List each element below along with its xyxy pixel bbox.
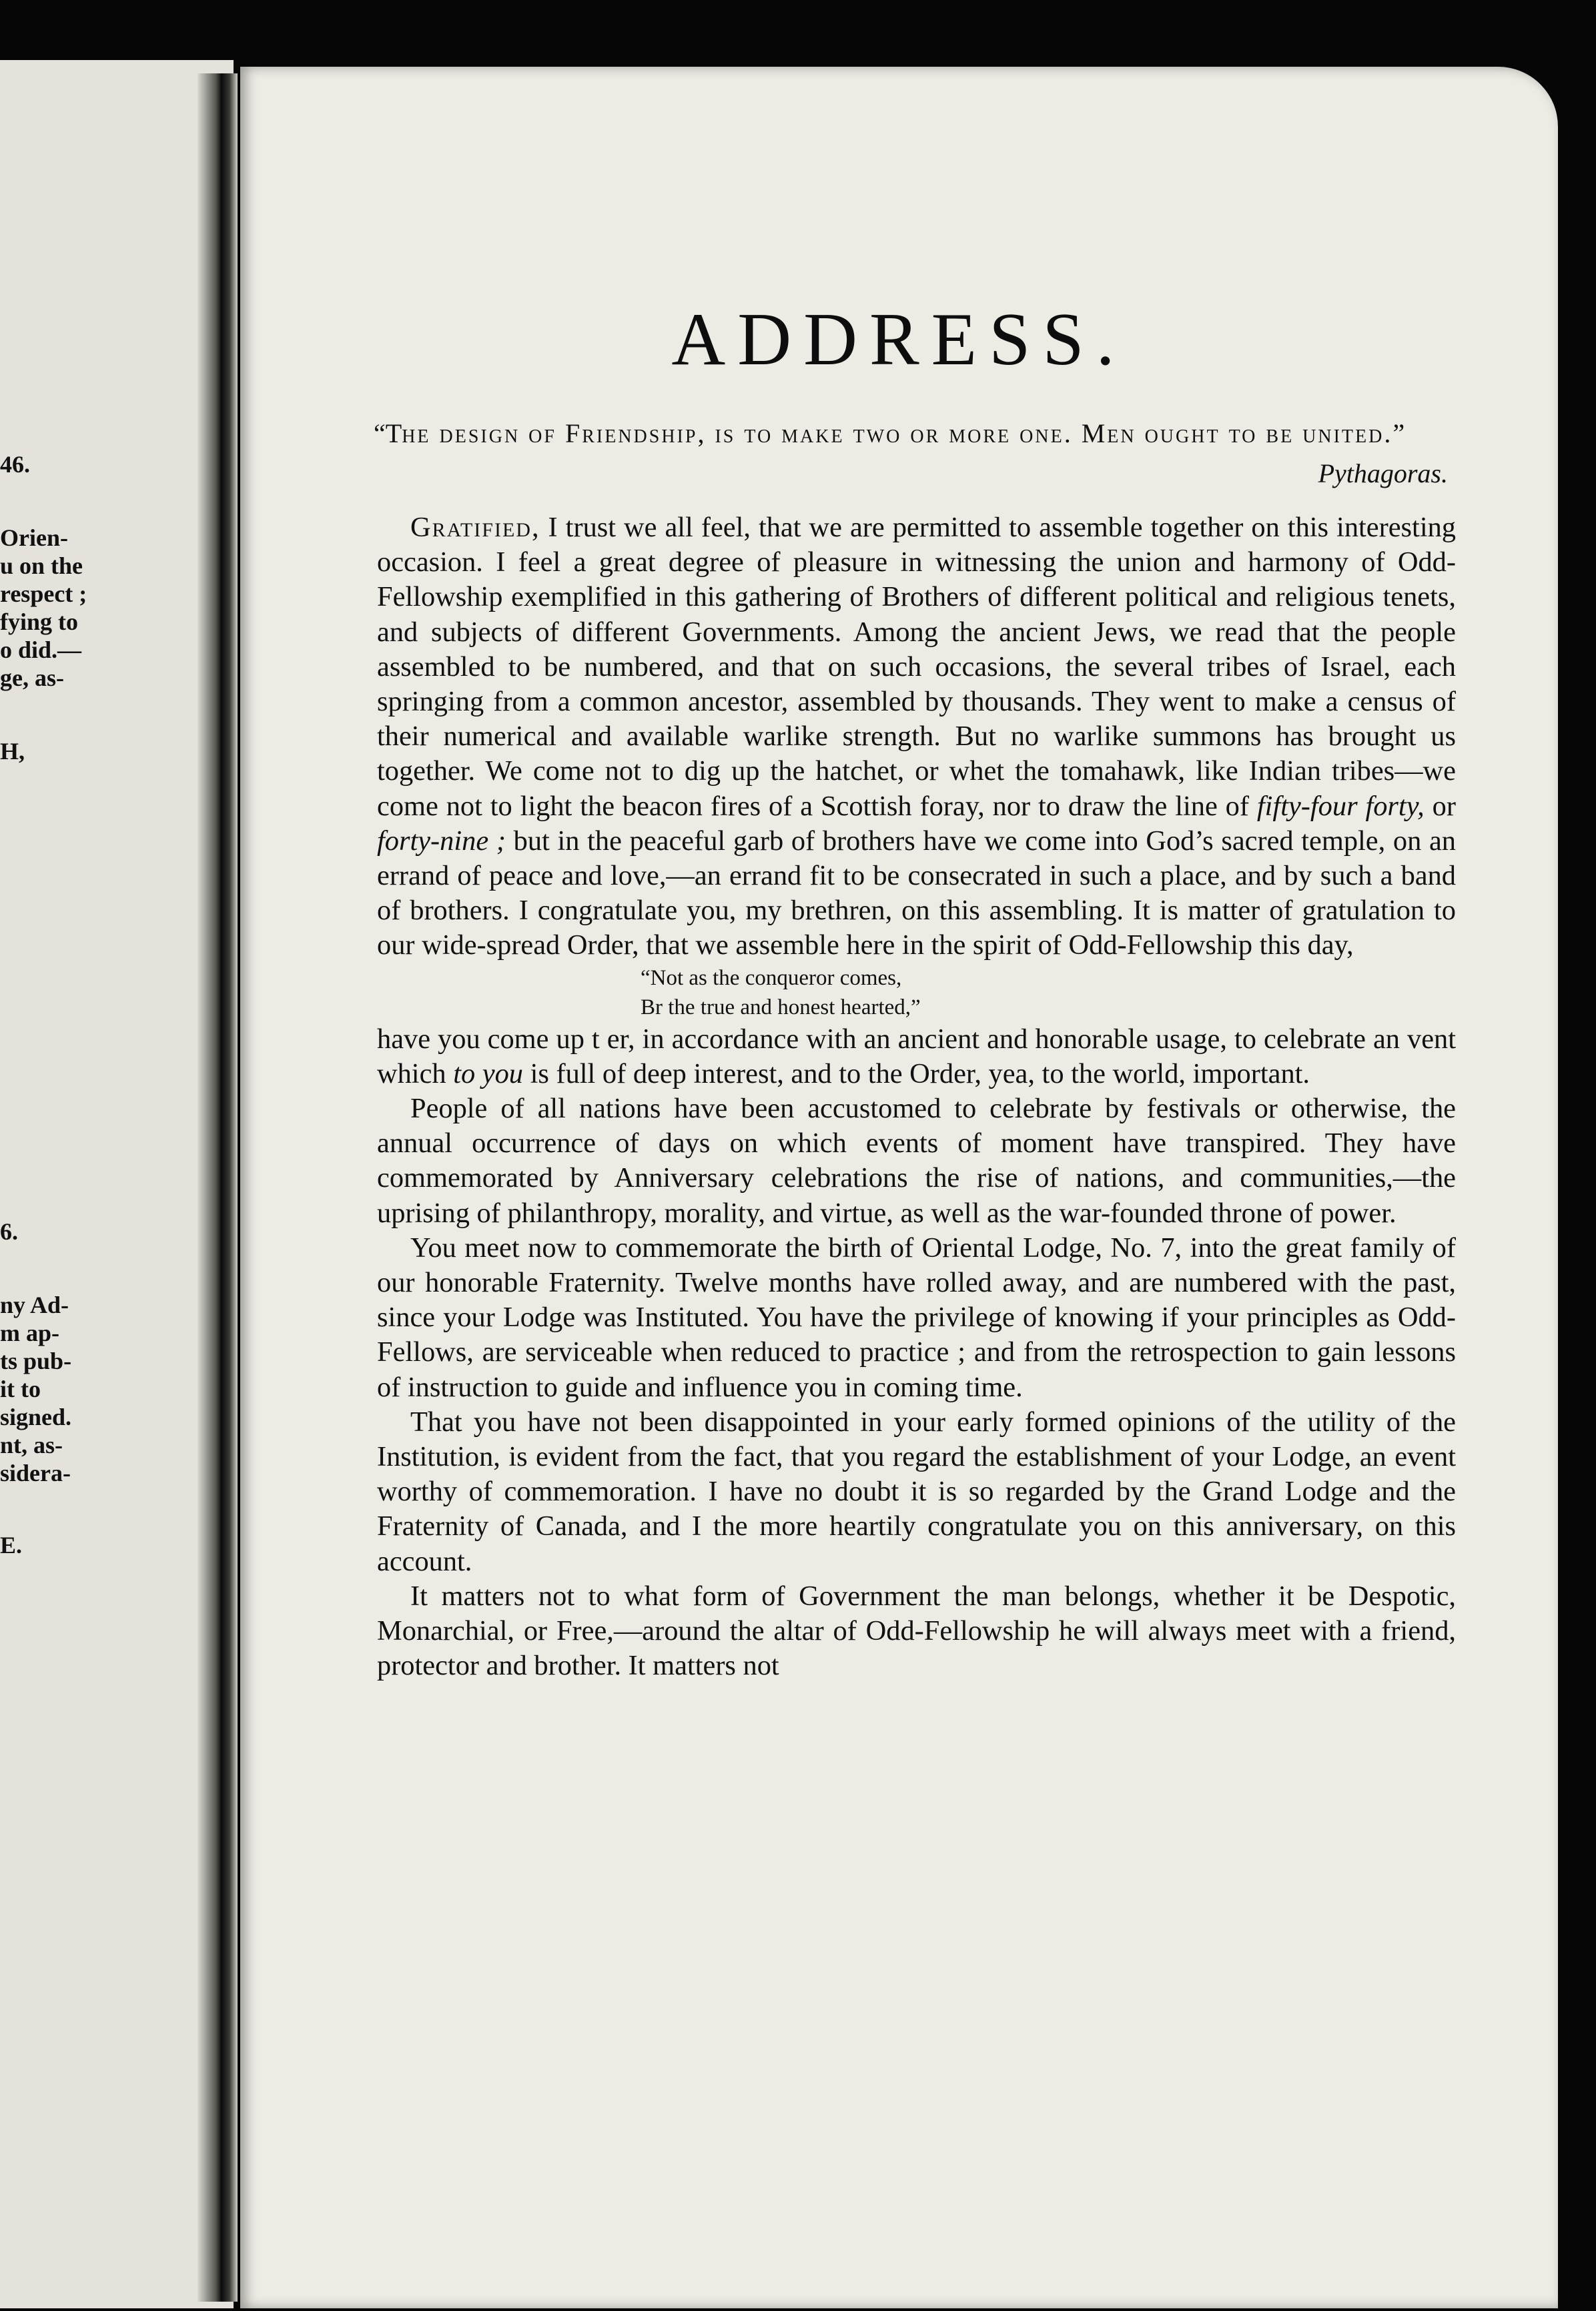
facing-page-fragment: 6. bbox=[0, 1218, 18, 1245]
paragraph-3: You meet now to commemorate the birth of Oriental Lodge, No. 7, into the great family of our honorable Fraternity. Twelve months have rolled away, and are numbered with the past, since your Lodge was Instituted. You have the privilege of knowing if your principles as Odd-Fellows, are serviceable when reduced to practice ; and from the retrospection to gain lessons of instruction to guide and influence you in coming time. bbox=[377, 1232, 1456, 1403]
paragraph-1-emphasis-1: fifty-four forty, bbox=[1256, 790, 1425, 822]
paragraph-1-continued-text-2: is full of deep interest, and to the Order, yea, to the world, important. bbox=[522, 1057, 1310, 1089]
paragraph-1-continued-text-1: have you come up t er, in accordance with an ancient and honorable usage, to celebrate an vent which bbox=[377, 1023, 1456, 1089]
paragraph-1 bbox=[377, 510, 1456, 963]
paragraph-1-rest: but in the peaceful garb of brothers have we come into God’s sacred temple, on an errand of peace and love,—an errand fit to be consecrated in such a place, and by such a band of brothers. I congratulate you, my brethren, on this assembling. It is matter of gratulation to our wide-spread Order, that we assemble here in the spirit of Odd-Fellowship this day, bbox=[377, 825, 1456, 961]
facing-page-fragment: o did.— bbox=[0, 636, 82, 663]
facing-page-fragment: Orien- bbox=[0, 524, 68, 551]
facing-page-fragment: E. bbox=[0, 1532, 23, 1558]
epigraph-open: “T bbox=[374, 418, 402, 448]
main-page bbox=[240, 67, 1558, 2308]
book-gutter bbox=[197, 73, 238, 2302]
paragraph-1-emphasis-2: forty-nine ; bbox=[377, 825, 506, 857]
facing-page-fragment: 46. bbox=[0, 451, 30, 478]
paragraph-5: It matters not to what form of Government the man belongs, whether it be Despotic, Monarchial, or Free,—around the altar of Odd-Fellowship he will always meet with a friend, protector and brother. It matters not bbox=[377, 1580, 1456, 1682]
epigraph-text: he design of Friendship, is to make two or more one. Men ought to be united.” bbox=[402, 418, 1407, 448]
facing-page-fragment: nt, as- bbox=[0, 1432, 63, 1458]
facing-page-fragment: ny Ad- bbox=[0, 1292, 69, 1318]
facing-page-fragment: m ap- bbox=[0, 1320, 59, 1346]
paragraph-4: That you have not been disappointed in your early formed opinions of the utility of the Institution, is evident from the fact, that you regard the establishment of your Lodge, an event worthy of commemoration. I have no doubt it is so regarded by the Grand Lodge and the Fraternity of Canada, and I the more heartily congratulate you on this anniversary, on this account. bbox=[377, 1406, 1456, 1577]
facing-page-fragment: sidera- bbox=[0, 1460, 71, 1486]
verse-quote bbox=[377, 963, 1456, 1022]
epigraph bbox=[374, 414, 1448, 494]
paragraph-2: People of all nations have been accustomed to celebrate by festivals or otherwise, the annual occurrence of days on which events of moment have transpired. They have commemorated by Anniversary celebrations the rise of nations, and communities,—the uprising of philanthropy, morality, and virtue, as well as the war-founded throne of power. bbox=[377, 1093, 1456, 1229]
facing-page-fragment: signed. bbox=[0, 1404, 72, 1430]
facing-page-fragment: u on the bbox=[0, 552, 83, 579]
facing-page-fragment: it to bbox=[0, 1376, 41, 1402]
paragraph-1-continued-emphasis: to you bbox=[453, 1057, 523, 1089]
body-text bbox=[377, 510, 1456, 1684]
paragraph-1-text: I trust we all feel, that we are permitted to assemble together on this interesting occasion. I feel a great degree of pleasure in witnessing the union and harmony of Odd-Fellowship exemplified in this gathering of Brothers of different political and religious tenets, and subjects of different Governments. Among the ancient Jews, we read that the people assembled to be numbered, and that on such occasions, the several tribes of Israel, each springing from a common ancestor, assembled by thousands. They went to make a census of their numerical and available warlike strength. But no warlike summons has brought us together. We come not to dig up the hatchet, or whet the tomahawk, like Indian tribes—we come not to light the beacon fires of a Scottish foray, nor to draw the line of bbox=[377, 512, 1456, 822]
epigraph-attribution: Pythagoras. bbox=[1318, 458, 1448, 488]
facing-page-fragment: ge, as- bbox=[0, 664, 64, 691]
paragraph-1-mid: or bbox=[1424, 790, 1456, 822]
facing-page-fragment: fying to bbox=[0, 608, 78, 635]
facing-page-fragment: respect ; bbox=[0, 580, 87, 607]
facing-page-fragment: ts pub- bbox=[0, 1348, 72, 1374]
verse-line-2: Br the true and honest hearted,” bbox=[641, 995, 921, 1019]
page-title: ADDRESS. bbox=[671, 298, 1127, 381]
lead-word: Gratified, bbox=[410, 512, 540, 543]
facing-page-fragment: H, bbox=[0, 738, 25, 765]
verse-line-1: “Not as the conqueror comes, bbox=[641, 965, 902, 990]
paragraph-1-continued bbox=[377, 1022, 1456, 1091]
